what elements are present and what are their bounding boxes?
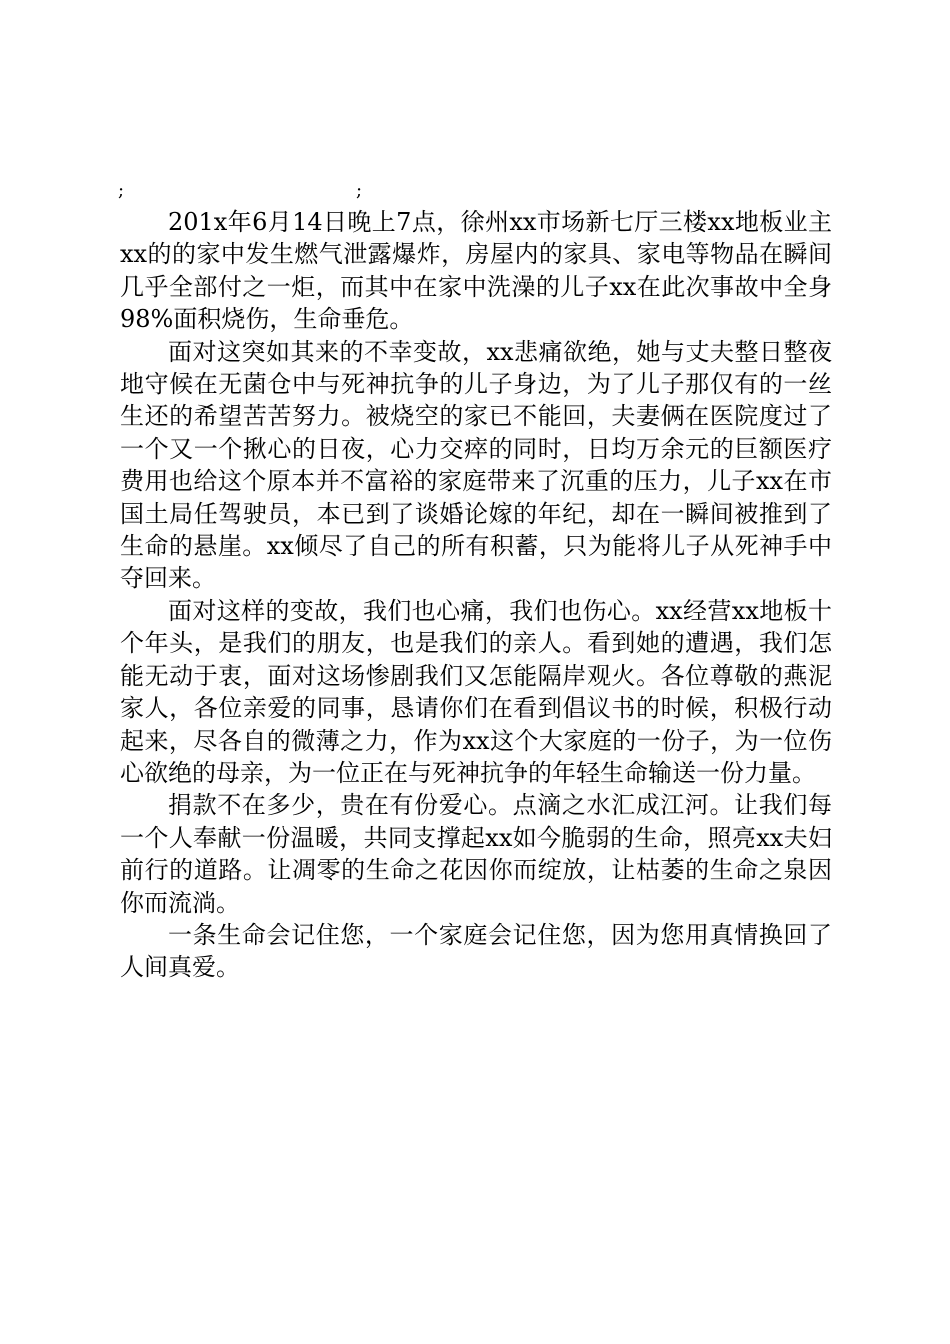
- paragraph-closing: 一条生命会记住您，一个家庭会记住您，因为您用真情换回了人间真爱。: [120, 920, 832, 982]
- semicolon-mark: ;: [356, 180, 363, 201]
- semicolon-mark: ;: [118, 180, 125, 201]
- paragraph-donation: 捐款不在多少，贵在有份爱心。点滴之水汇成江河。让我们每一个人奉献一份温暖，共同支撑起xx如今脆弱的生命，照亮xx夫妇前行的道路。让凋零的生命之花因你而绽放，让枯萎的生命之泉因你而流淌。: [120, 791, 832, 917]
- paragraph-appeal: 面对这样的变故，我们也心痛，我们也伤心。xx经营xx地板十个年头，是我们的朋友，也是我们的亲人。看到她的遭遇，我们怎能无动于衷，面对这场惨剧我们又怎能隔岸观火。各位尊敬的燕泥家人，各位亲爱的同事，恳请你们在看到倡议书的时候，积极行动起来，尽各自的微薄之力，作为xx这个大家庭的一份子，为一位伤心欲绝的母亲，为一位正在与死神抗争的年轻生命输送一份力量。: [120, 596, 832, 787]
- document-body: [120, 206, 832, 984]
- paragraph-family-struggle: 面对这突如其来的不幸变故，xx悲痛欲绝，她与丈夫整日整夜地守候在无菌仓中与死神抗争的儿子身边，为了儿子那仅有的一丝生还的希望苦苦努力。被烧空的家已不能回，夫妻俩在医院度过了一个又一个揪心的日夜，心力交瘁的同时，日均万余元的巨额医疗费用也给这个原本并不富裕的家庭带来了沉重的压力，儿子xx在市国土局任驾驶员，本已到了谈婚论嫁的年纪，却在一瞬间被推到了生命的悬崖。xx倾尽了自己的所有积蓄，只为能将儿子从死神手中夺回来。: [120, 337, 832, 593]
- paragraph-incident: 201x年6月14日晚上7点，徐州xx市场新七厅三楼xx地板业主xx的的家中发生燃气泄露爆炸，房屋内的家具、家电等物品在瞬间几乎全部付之一炬，而其中在家中洗澡的儿子xx在此次事故中全身98%面积烧伤，生命垂危。: [120, 208, 832, 334]
